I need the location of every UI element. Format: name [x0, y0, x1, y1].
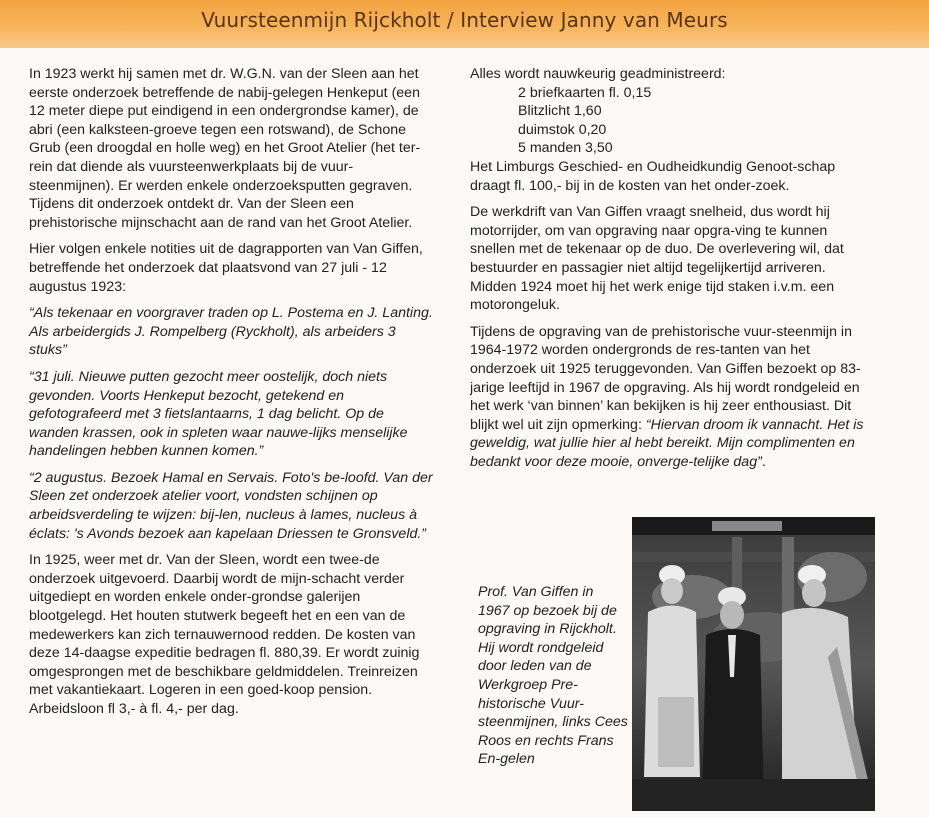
expense-item: 5 manden 3,50: [518, 140, 613, 157]
paragraph-intro: In 1923 werkt hij samen met dr. W.G.N. van der Sleen aan het eerste onderzoek betreffende de nabij-gelegen Henkeput (een 12 meter diepe put eindigend in een ondergrondse kamer), de abri (een kalksteen-groeve tegen een rotswand), de Schone Grub (een droogdal en holle weg) en het Groot Atelier (het ter-rein dat diende als vuursteenwerkplaats bij de vuur-steenmijnen). Er werden enkele onderzoeksputten gegraven. Tijdens dit onderzoek ontdekt dr. Van der Sleen een prehistorische mijnschacht aan de rand van het Groot Atelier.: [29, 66, 421, 231]
right-column: [470, 65, 876, 479]
paragraph-1925: In 1925, weer met dr. Van der Sleen, wordt een twee-de onderzoek uitgevoerd. Daarbij wordt de mijn-schacht verder uitgediept en worden enkele onder-grondse galerijen blootgelegd. Het houten stutwerk begeeft het en een van de medewerkers kan zich ternauwernood redden. De kosten van deze 14-daagse expeditie bedragen fl. 880,39. Er wordt zuinig omgesprongen met de beschikbare geldmiddelen. Treinreizen met vakantiekaart. Logeren in een goed-koop pension. Arbeidsloon fl 3,- à fl. 4,- per dag.: [29, 552, 420, 717]
photo-van-giffen: [632, 517, 875, 811]
expenses-intro: Alles wordt nauwkeurig geadministreerd:: [470, 66, 726, 82]
paragraph-notes: Hier volgen enkele notities uit de dagrapporten van Van Giffen, betreffende het onderzoek dat plaatsvond van 27 juli - 12 augustus 1923:: [29, 241, 423, 295]
expense-item: duimstok 0,20: [518, 121, 607, 138]
paragraph-1967-text: Tijdens de opgraving van de prehistorische vuur-steenmijn in 1964-1972 worden ondergronds de res-tanten van het onderzoek uit 1925 teruggevonden. Van Giffen bezoekt op 83-jarige leeftijd in 1967 de opgraving. Als hij wordt rondgeleid en het werk ‘van binnen’ kan bekijken is hij zeer enthousiast. Dit blijkt wel uit zijn opmerking:: [470, 323, 861, 433]
quote-2-augustus: “2 augustus. Bezoek Hamal en Servais. Foto's be-loofd. Van der Sleen zet onderzoek atelier voort, vondsten schijnen op arbeidsverdeling te wijzen: bij-len, nucleus à lames, nucleus à éclats: 's Avonds bezoek aan kapelaan Driessen te Gronsveld.”: [29, 469, 433, 542]
expense-item: Blitzlicht 1,60: [518, 103, 602, 120]
expenses-list: [470, 84, 876, 158]
photo-caption: Prof. Van Giffen in 1967 op bezoek bij de opgraving in Rijckholt. Hij wordt rondgeleid door leden van de Werkgroep Pre-historische Vuur-steenmijnen, links Cees Roos en rechts Frans En-gelen: [478, 584, 628, 768]
quote-31-juli: “31 juli. Nieuwe putten gezocht meer oostelijk, doch niets gevonden. Voorts Henkeput bezocht, getekend en gefotografeerd met 3 fietslantaarns, 1 dag belicht. Op de wanden krassen, ook in spleten waar nauwe-lijks menselijke handelingen hebben kunnen komen.”: [29, 368, 408, 460]
page-title: Vuursteenmijn Rijckholt / Interview Janny van Meurs: [201, 8, 728, 32]
expense-item: 2 briefkaarten fl. 0,15: [518, 84, 652, 101]
paragraph-genootschap: Het Limburgs Geschied- en Oudheidkundig Genoot-schap draagt fl. 100,- bij in de kosten van het onder-zoek.: [470, 158, 836, 194]
left-column: [29, 65, 437, 727]
header-banner: [0, 0, 929, 48]
paragraph-1967-end: .: [761, 453, 766, 470]
quote-van-giffen: “Hiervan droom ik vannacht. Het is geweldig, wat jullie hier al hebt bereikt. Mijn complimenten en bedankt voor deze mooie, onverge-telijke dag”: [470, 416, 864, 470]
photo-illustration: [632, 517, 875, 811]
paragraph-1967: [470, 323, 876, 472]
paragraph-motorrijder: De werkdrift van Van Giffen vraagt snelheid, dus wordt hij motorrijder, om van opgraving naar opgra-ving te kunnen snellen met de tekenaar op de duo. De overlevering wil, dat bestuurder en passagier niet altijd tegelijkertijd arriveren. Midden 1924 moet hij het werk enige tijd staken i.v.m. een motorongeluk.: [470, 204, 844, 314]
quote-tekenaar: “Als tekenaar en voorgraver traden op L. Postema en J. Lanting. Als arbeidergids J. Rompelberg (Ryckholt), als arbeiders 3 stuks”: [29, 305, 433, 359]
